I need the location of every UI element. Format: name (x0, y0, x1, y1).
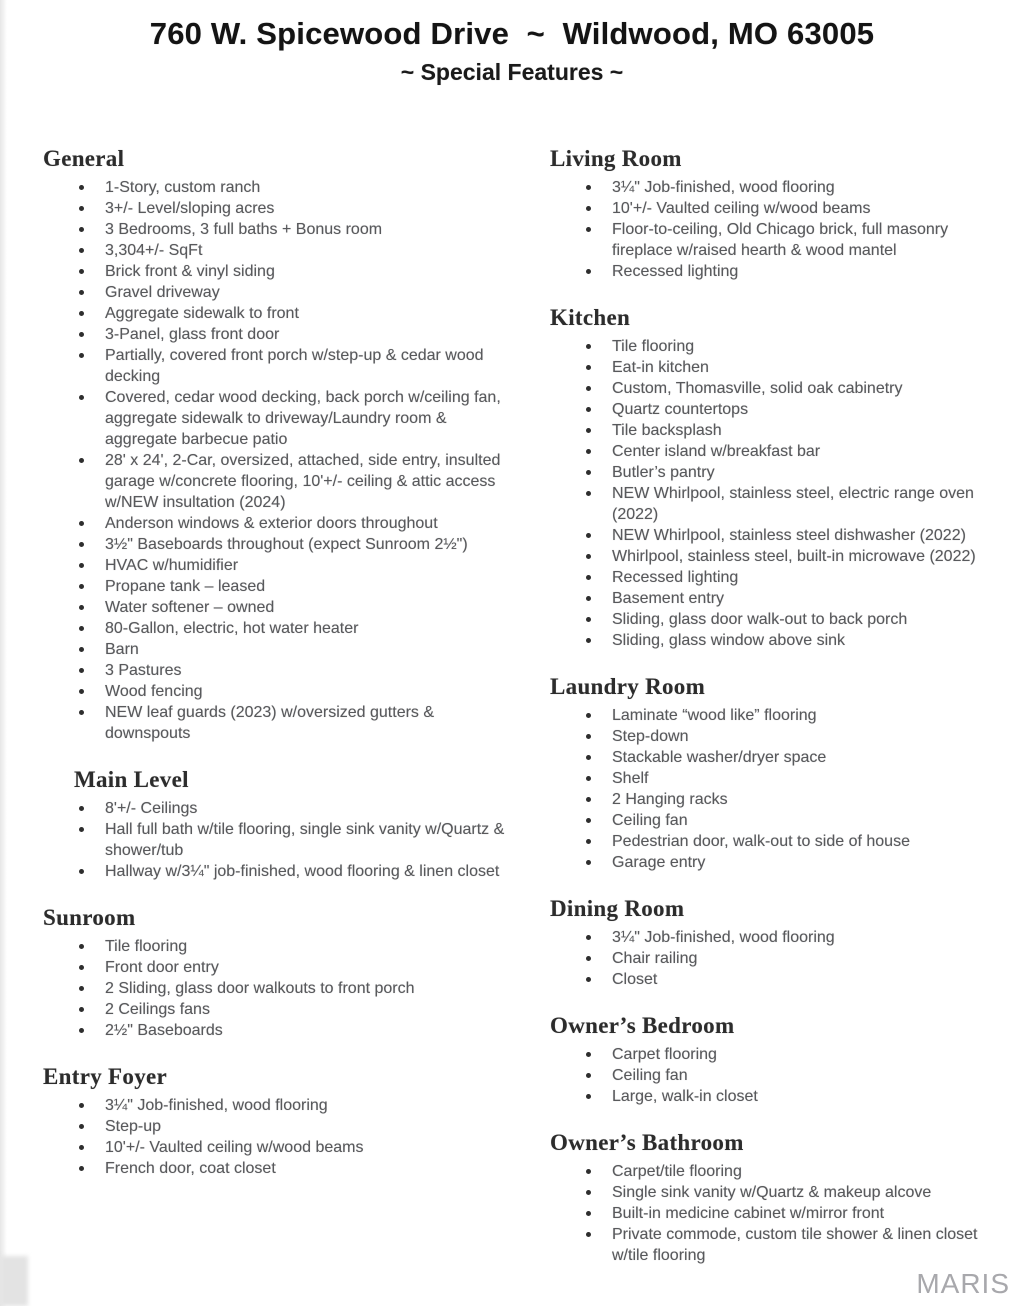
left-column (43, 145, 513, 1201)
feature-item: 3 Pastures (43, 660, 513, 681)
scan-edge-artifact (0, 0, 7, 1306)
section-heading: Owner’s Bedroom (550, 1013, 735, 1038)
section-owners-bathroom (550, 1129, 1008, 1266)
feature-item: Front door entry (43, 957, 513, 978)
feature-item: Single sink vanity w/Quartz & makeup alcove (550, 1182, 1005, 1203)
maris-watermark: MARIS (916, 1268, 1010, 1299)
feature-item: Quartz countertops (550, 399, 1005, 420)
feature-list (43, 936, 513, 1041)
page-subtitle: ~ Special Features ~ (400, 59, 624, 85)
section-laundry-room (550, 673, 1008, 873)
section-heading: Main Level (74, 767, 189, 792)
feature-item: Center island w/breakfast bar (550, 441, 1005, 462)
feature-item: 2 Sliding, glass door walkouts to front porch (43, 978, 513, 999)
feature-item: Built-in medicine cabinet w/mirror front (550, 1203, 1005, 1224)
feature-item: Sliding, glass door walk-out to back porch (550, 609, 1005, 630)
feature-item: 3¼" Job-finished, wood flooring (550, 177, 1005, 198)
feature-list (550, 177, 1008, 282)
feature-item: Basement entry (550, 588, 1005, 609)
feature-item: Chair railing (550, 948, 1005, 969)
feature-item: HVAC w/humidifier (43, 555, 513, 576)
section-heading: Dining Room (550, 896, 685, 921)
feature-item: French door, coat closet (43, 1158, 513, 1179)
feature-item: Carpet flooring (550, 1044, 1005, 1065)
section-heading: Laundry Room (550, 674, 706, 699)
feature-list (550, 927, 1008, 990)
feature-list (550, 705, 1008, 873)
feature-item: 28' x 24', 2-Car, oversized, attached, side entry, insulted garage w/concrete flooring, 10'+/- ceiling & attic access w/NEW insultation (2024) (43, 450, 513, 513)
feature-item: Shelf (550, 768, 1005, 789)
feature-item: 2½" Baseboards (43, 1020, 513, 1041)
feature-item: Barn (43, 639, 513, 660)
feature-item: 2 Hanging racks (550, 789, 1005, 810)
feature-item: 3-Panel, glass front door (43, 324, 513, 345)
page-title: 760 W. Spicewood Drive ~ Wildwood, MO 63005 (149, 16, 875, 51)
feature-item: Propane tank – leased (43, 576, 513, 597)
feature-item: Floor-to-ceiling, Old Chicago brick, full masonry fireplace w/raised hearth & wood mantel (550, 219, 1005, 261)
section-heading: Sunroom (43, 905, 136, 930)
feature-list (43, 1095, 513, 1179)
feature-item: Step-up (43, 1116, 513, 1137)
feature-item: Gravel driveway (43, 282, 513, 303)
section-heading: Kitchen (550, 305, 631, 330)
section-living-room (550, 145, 1008, 282)
section-general (43, 145, 513, 744)
feature-item: Carpet/tile flooring (550, 1161, 1005, 1182)
feature-item: Brick front & vinyl siding (43, 261, 513, 282)
feature-item: Closet (550, 969, 1005, 990)
document-header (0, 16, 1024, 86)
feature-item: Recessed lighting (550, 261, 1005, 282)
feature-item: Step-down (550, 726, 1005, 747)
feature-item: 3¼" Job-finished, wood flooring (43, 1095, 513, 1116)
feature-item: Large, walk-in closet (550, 1086, 1005, 1107)
feature-list (550, 336, 1008, 651)
feature-item: Wood fencing (43, 681, 513, 702)
feature-item: 80-Gallon, electric, hot water heater (43, 618, 513, 639)
feature-item: NEW leaf guards (2023) w/oversized gutters & downspouts (43, 702, 513, 744)
feature-item: Ceiling fan (550, 1065, 1005, 1086)
feature-item: Private commode, custom tile shower & linen closet w/tile flooring (550, 1224, 1005, 1266)
feature-item: Anderson windows & exterior doors throughout (43, 513, 513, 534)
feature-item: Whirlpool, stainless steel, built-in microwave (2022) (550, 546, 1005, 567)
feature-item: Garage entry (550, 852, 1005, 873)
feature-item: Covered, cedar wood decking, back porch w/ceiling fan, aggregate sidewalk to driveway/Laundry room & aggregate barbecue patio (43, 387, 513, 450)
feature-item: 3+/- Level/sloping acres (43, 198, 513, 219)
feature-item: 3¼" Job-finished, wood flooring (550, 927, 1005, 948)
section-heading: Entry Foyer (43, 1064, 168, 1089)
feature-item: Butler’s pantry (550, 462, 1005, 483)
feature-item: Hallway w/3¼" job-finished, wood flooring & linen closet (43, 861, 513, 882)
feature-item: Hall full bath w/tile flooring, single sink vanity w/Quartz & shower/tub (43, 819, 513, 861)
feature-list (43, 798, 513, 882)
feature-list (550, 1044, 1008, 1107)
feature-item: Tile backsplash (550, 420, 1005, 441)
feature-item: Eat-in kitchen (550, 357, 1005, 378)
right-column (550, 145, 1008, 1288)
feature-item: NEW Whirlpool, stainless steel, electric range oven (2022) (550, 483, 1005, 525)
section-main-level (43, 766, 513, 882)
feature-item: Recessed lighting (550, 567, 1005, 588)
feature-item: Stackable washer/dryer space (550, 747, 1005, 768)
feature-item: Tile flooring (550, 336, 1005, 357)
feature-item: 3½" Baseboards throughout (expect Sunroom 2½") (43, 534, 513, 555)
section-dining-room (550, 895, 1008, 990)
feature-item: Laminate “wood like” flooring (550, 705, 1005, 726)
feature-item: Pedestrian door, walk-out to side of house (550, 831, 1005, 852)
scan-smudge-artifact (0, 1256, 28, 1306)
feature-item: 3 Bedrooms, 3 full baths + Bonus room (43, 219, 513, 240)
feature-item: Partially, covered front porch w/step-up & cedar wood decking (43, 345, 513, 387)
feature-item: Tile flooring (43, 936, 513, 957)
feature-item: Ceiling fan (550, 810, 1005, 831)
feature-item: NEW Whirlpool, stainless steel dishwasher (2022) (550, 525, 1005, 546)
feature-item: 10'+/- Vaulted ceiling w/wood beams (550, 198, 1005, 219)
feature-item: Water softener – owned (43, 597, 513, 618)
feature-item: 3,304+/- SqFt (43, 240, 513, 261)
feature-item: Aggregate sidewalk to front (43, 303, 513, 324)
feature-item: Custom, Thomasville, solid oak cabinetry (550, 378, 1005, 399)
section-heading: General (43, 146, 125, 171)
section-heading: Living Room (550, 146, 682, 171)
section-heading: Owner’s Bathroom (550, 1130, 744, 1155)
feature-item: 1-Story, custom ranch (43, 177, 513, 198)
section-kitchen (550, 304, 1008, 651)
section-owners-bedroom (550, 1012, 1008, 1107)
feature-item: 10'+/- Vaulted ceiling w/wood beams (43, 1137, 513, 1158)
feature-list (550, 1161, 1008, 1266)
feature-list (43, 177, 513, 744)
feature-item: 2 Ceilings fans (43, 999, 513, 1020)
section-entry-foyer (43, 1063, 513, 1179)
feature-item: Sliding, glass window above sink (550, 630, 1005, 651)
feature-item: 8'+/- Ceilings (43, 798, 513, 819)
section-sunroom (43, 904, 513, 1041)
